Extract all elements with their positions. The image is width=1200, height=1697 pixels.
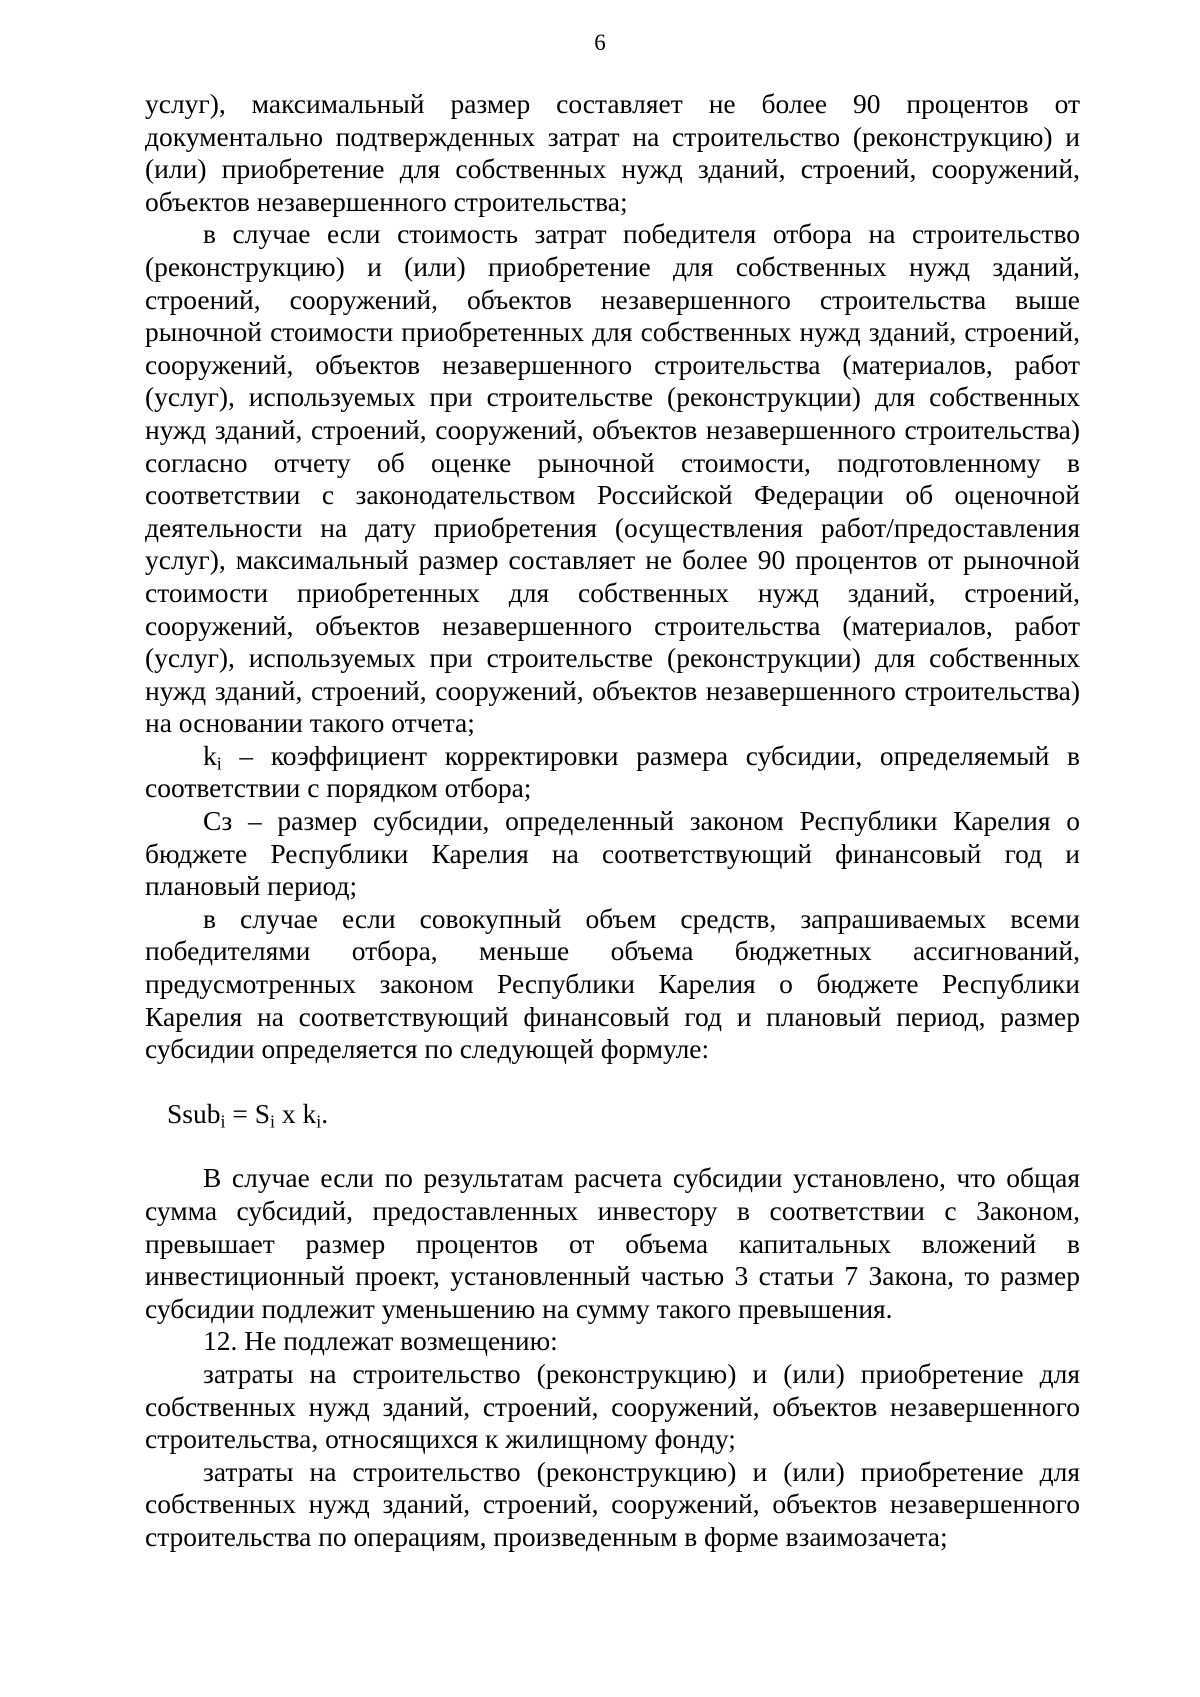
ki-definition-text: – коэффициент корректировки размера субсидии, определяемый в соответствии с порядком отбора; xyxy=(145,739,1080,804)
paragraph-excess-reduction: В случае если по результатам расчета субсидии установлено, что общая сумма субсидий, предоставленных инвестору в соответствии с Законом, превышает размер процентов от объема капитальных вложений в инвестиционный проект, установленный частью 3 статьи 7 Закона, то размер субсидии подлежит уменьшению на сумму такого превышения. xyxy=(145,1162,1080,1324)
formula-s-subscript: i xyxy=(270,1111,275,1132)
paragraph-sz-definition: Сз – размер субсидии, определенный законом Республики Карелия о бюджете Республики Карелия на соответствующий финансовый год и плановый период; xyxy=(145,805,1080,902)
formula xyxy=(145,1098,1080,1131)
formula-lhs: Ssub xyxy=(167,1097,221,1129)
document-body xyxy=(145,88,1080,1554)
formula-k: k xyxy=(302,1097,317,1129)
paragraph-market-value: в случае если стоимость затрат победителя отбора на строительство (реконструкцию) и (или) приобретение для собственных нужд зданий, строений, сооружений, объектов незавершенного строительства выше рыночной стоимости приобретенных для собственных нужд зданий, строений, сооружений, объектов незавершенного строительства (материалов, работ (услуг), используемых при строительстве (реконструкции) для собственных нужд зданий, строений, сооружений, объектов незавершенного строительства) согласно отчету об оценке рыночной стоимости, подготовленному в соответствии с законодательством Российской Федерации об оценочной деятельности на дату приобретения (осуществления работ/предоставления услуг), максимальный размер составляет не более 90 процентов от рыночной стоимости приобретенных для собственных нужд зданий, строений, сооружений, объектов незавершенного строительства (материалов, работ (услуг), используемых при строительстве (реконструкции) для собственных нужд зданий, строений, сооружений, объектов незавершенного строительства) на основании такого отчета; xyxy=(145,218,1080,739)
paragraph-housing-fund: затраты на строительство (реконструкцию) и (или) приобретение для собственных нужд зданий, строений, сооружений, объектов незавершенного строительства, относящихся к жилищному фонду; xyxy=(145,1357,1080,1455)
formula-s: S xyxy=(254,1097,271,1129)
formula-k-subscript: i xyxy=(316,1111,322,1132)
formula-equals: = xyxy=(225,1097,255,1129)
formula-lhs-subscript: i xyxy=(220,1111,226,1132)
paragraph-offset-operations: затраты на строительство (реконструкцию) и (или) приобретение для собственных нужд зданий, строений, сооружений, объектов незавершенного строительства по операциям, произведенным в форме взаимозачета; xyxy=(145,1455,1080,1552)
paragraph-formula-intro: в случае если совокупный объем средств, запрашиваемых всеми победителями отбора, меньше объема бюджетных ассигнований, предусмотренных законом Республики Карелия о бюджете Республики Карелия на соответствующий финансовый год и плановый период, размер субсидии определяется по следующей формуле: xyxy=(145,902,1080,1065)
formula-multiply: x xyxy=(275,1097,303,1129)
paragraph-ki-definition xyxy=(145,740,1080,805)
ki-subscript: i xyxy=(216,753,222,774)
formula-end: . xyxy=(321,1097,329,1129)
ki-symbol: k xyxy=(203,739,217,771)
paragraph-item-12: 12. Не подлежат возмещению: xyxy=(203,1325,558,1357)
page-number: 6 xyxy=(594,30,606,55)
paragraph-continuation: услуг), максимальный размер составляет не более 90 процентов от документально подтвержденных затрат на строительство (реконструкцию) и (или) приобретение для собственных нужд зданий, строений, сооружений, объектов незавершенного строительства; xyxy=(145,88,1080,217)
